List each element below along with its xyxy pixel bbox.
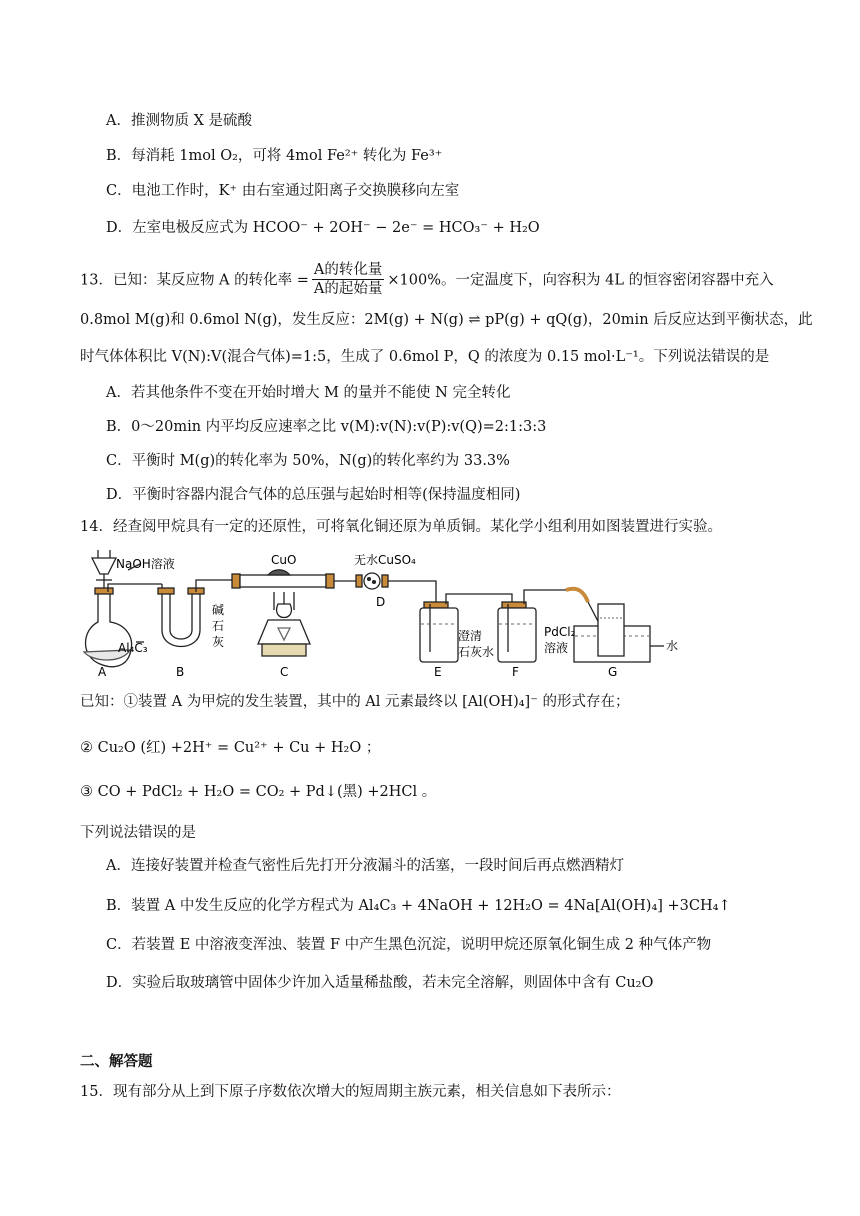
label-device-g: G (608, 665, 618, 678)
q14-known-1: 已知：①装置 A 为甲烷的发生装置，其中的 Al 元素最终以 [Al(OH)₄]⁻ 的形式存在； (80, 694, 630, 710)
q13-stem-line-3: 时气体体积比 V(N):V(混合气体)=1:5，生成了 0.6mol P，Q 的浓度为 0.15 mol·L⁻¹。下列说法错误的是 (80, 349, 770, 365)
q12-option-d: D．左室电极反应式为 HCOO⁻ + 2OH⁻ − 2e⁻ = HCO₃⁻ + H₂O (106, 220, 540, 236)
label-anhydrous-cuso4: 无水CuSO₄ (354, 553, 416, 567)
label-naoh-solution: NaOH溶液 (116, 557, 175, 571)
q12-option-c: C．电池工作时，K⁺ 由右室通过阳离子交换膜移向左室 (106, 183, 460, 199)
q14-option-c: C．若装置 E 中溶液变浑浊、装置 F 中产生黑色沉淀，说明甲烷还原氧化铜生成 2 种气体产物 (106, 937, 712, 953)
q13-stem-prefix: 13．已知：某反应物 A 的转化率 = (80, 272, 309, 289)
q12-option-a: A．推测物质 X 是硫酸 (106, 113, 253, 129)
q13-option-b: B．0～20min 内平均反应速率之比 v(M):v(N):v(P):v(Q)=2:1:3:3 (106, 419, 547, 435)
q14-stem: 14．经查阅甲烷具有一定的还原性，可将氧化铜还原为单质铜。某化学小组利用如图装置进行实验。 (80, 519, 722, 535)
q12-option-b: B．每消耗 1mol O₂，可将 4mol Fe²⁺ 转化为 Fe³⁺ (106, 148, 443, 164)
label-limewater-1: 澄清 (458, 629, 483, 643)
label-device-c: C (280, 665, 289, 678)
label-device-e: E (434, 665, 442, 678)
q14-option-d: D．实验后取玻璃管中固体少许加入适量稀盐酸，若未完全溶解，则固体中含有 Cu₂O (106, 975, 654, 991)
q13-option-a: A．若其他条件不变在开始时增大 M 的量并不能使 N 完全转化 (106, 385, 511, 401)
q13-stem-suffix: ×100%。一定温度下，向容积为 4L 的恒容密闭容器中充入 (387, 272, 774, 289)
label-device-f: F (512, 665, 519, 678)
label-pdcl2-2: 溶液 (544, 641, 569, 655)
q14-known-3: ③ CO + PdCl₂ + H₂O = CO₂ + Pd↓(黑) +2HCl 。 (80, 784, 437, 800)
fraction-numerator: A的转化量 (313, 262, 383, 278)
q13-stem-line-1 (80, 262, 774, 299)
q13-stem-line-2: 0.8mol M(g)和 0.6mol N(g)，发生反应：2M(g) + N(g) ⇌ pP(g) + qQ(g)，20min 后反应达到平衡状态，此 (80, 312, 813, 328)
conversion-fraction (312, 261, 384, 298)
q14-option-b: B．装置 A 中发生反应的化学方程式为 Al₄C₃ + 4NaOH + 12H₂O = 4Na[Al(OH)₄] +3CH₄↑ (106, 898, 731, 914)
q14-known-2: ② Cu₂O (红) +2H⁺ = Cu²⁺ + Cu + H₂O ； (80, 740, 381, 756)
label-limewater-2: 石灰水 (458, 645, 495, 659)
label-device-b: B (176, 665, 185, 678)
label-cuo: CuO (271, 553, 297, 567)
label-device-a: A (98, 665, 107, 678)
label-soda-lime-1: 碱 (212, 603, 225, 617)
q14-ask: 下列说法错误的是 (80, 825, 196, 841)
q13-option-d: D．平衡时容器内混合气体的总压强与起始时相等(保持温度相同) (106, 487, 521, 503)
q13-option-c: C．平衡时 M(g)的转化率为 50%，N(g)的转化率约为 33.3% (106, 453, 510, 469)
q14-option-a: A．连接好装置并检查气密性后先打开分液漏斗的活塞，一段时间后再点燃酒精灯 (106, 858, 624, 874)
fraction-denominator: A的起始量 (313, 281, 383, 297)
label-device-d: D (376, 595, 386, 609)
apparatus-diagram (78, 544, 718, 678)
section-title: 二、解答题 (80, 1054, 153, 1070)
label-pdcl2-1: PdCl₂ (544, 625, 576, 639)
label-al4c3: Al₄C₃ (118, 641, 148, 655)
label-water: 水 (666, 639, 679, 653)
label-soda-lime-3: 灰 (212, 635, 225, 649)
label-soda-lime-2: 石 (212, 619, 225, 633)
q15-stem: 15．现有部分从上到下原子序数依次增大的短周期主族元素，相关信息如下表所示： (80, 1084, 621, 1100)
